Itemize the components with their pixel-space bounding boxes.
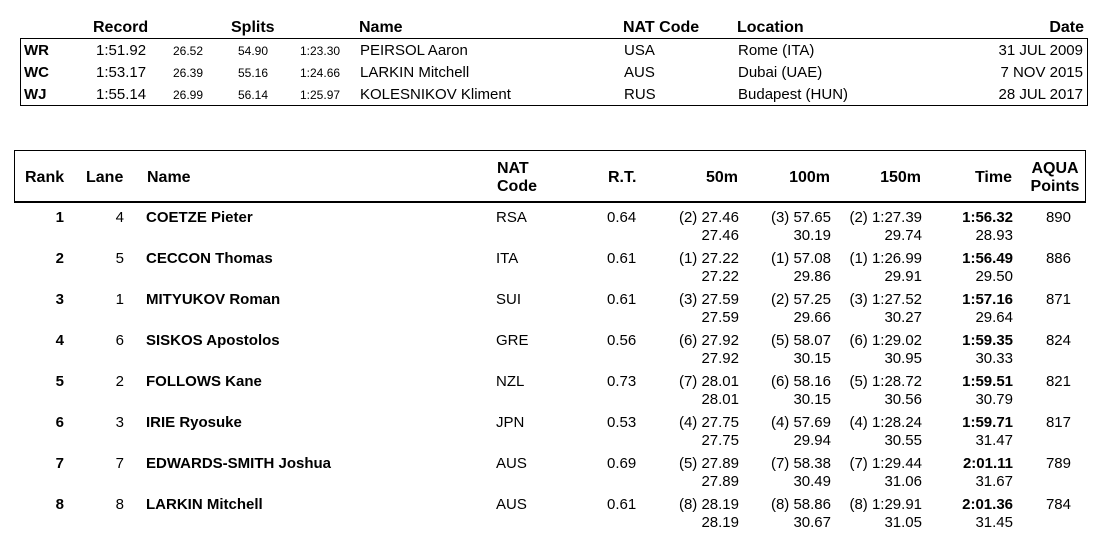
record-split-50: 26.52 xyxy=(173,44,204,58)
rank: 4 xyxy=(55,332,64,349)
records-header xyxy=(20,18,1088,38)
reaction-time: 0.61 xyxy=(607,250,637,267)
reaction-time: 0.69 xyxy=(607,455,637,472)
record-split-100: 55.16 xyxy=(238,66,269,80)
header-points-line2: Points xyxy=(1030,178,1080,195)
record-time: 1:51.92 xyxy=(96,42,147,59)
rank: 3 xyxy=(55,291,64,308)
rank: 1 xyxy=(55,209,64,226)
rank: 5 xyxy=(55,373,64,390)
reaction-time: 0.56 xyxy=(607,332,637,349)
header-time: Time xyxy=(974,169,1012,186)
record-split-100: 54.90 xyxy=(238,44,269,58)
record-date: 28 JUL 2017 xyxy=(998,86,1083,103)
final-time: 2:01.11 xyxy=(962,455,1013,472)
split-50-lap: 27.59 xyxy=(701,309,739,326)
athlete-name: IRIE Ryosuke xyxy=(146,414,242,431)
aqua-points: 784 xyxy=(1045,496,1071,513)
records-body xyxy=(20,38,1088,106)
header-50m: 50m xyxy=(705,169,738,186)
rank: 7 xyxy=(55,455,64,472)
header-location: Location xyxy=(737,19,804,36)
table-row xyxy=(14,203,1086,244)
split-150-lap: 30.95 xyxy=(884,350,922,367)
split-100-cumulative: (8) 58.86 xyxy=(770,496,831,513)
reaction-time: 0.61 xyxy=(607,291,637,308)
final-time: 1:59.35 xyxy=(962,332,1013,349)
split-50-lap: 28.01 xyxy=(701,391,739,408)
split-100-cumulative: (6) 58.16 xyxy=(770,373,831,390)
header-150m: 150m xyxy=(880,169,921,186)
record-code: WJ xyxy=(24,86,47,103)
records-table xyxy=(20,18,1088,103)
aqua-points: 817 xyxy=(1045,414,1071,431)
aqua-points: 871 xyxy=(1045,291,1071,308)
final-time: 1:59.71 xyxy=(962,414,1013,431)
athlete-name: LARKIN Mitchell xyxy=(146,496,263,513)
record-row-wc xyxy=(21,61,1087,83)
final-time: 2:01.36 xyxy=(962,496,1013,513)
split-100-lap: 30.19 xyxy=(793,227,831,244)
record-split-150: 1:23.30 xyxy=(300,44,341,58)
final-lap: 31.67 xyxy=(975,473,1013,490)
split-100-lap: 30.15 xyxy=(793,350,831,367)
lane: 2 xyxy=(115,373,124,390)
split-150-lap: 30.56 xyxy=(884,391,922,408)
header-reaction-time: R.T. xyxy=(608,169,637,186)
split-100-cumulative: (7) 58.38 xyxy=(770,455,831,472)
reaction-time: 0.61 xyxy=(607,496,637,513)
record-row-wr xyxy=(21,39,1087,61)
split-150-cumulative: (8) 1:29.91 xyxy=(849,496,922,513)
final-lap: 29.50 xyxy=(975,268,1013,285)
final-lap: 30.79 xyxy=(975,391,1013,408)
nat-code: AUS xyxy=(496,455,527,472)
split-50-cumulative: (5) 27.89 xyxy=(678,455,739,472)
split-100-cumulative: (3) 57.65 xyxy=(770,209,831,226)
table-row xyxy=(14,326,1086,367)
split-150-cumulative: (6) 1:29.02 xyxy=(849,332,922,349)
final-time: 1:56.49 xyxy=(962,250,1013,267)
final-time: 1:57.16 xyxy=(962,291,1013,308)
nat-code: AUS xyxy=(496,496,527,513)
split-50-cumulative: (6) 27.92 xyxy=(678,332,739,349)
record-split-50: 26.39 xyxy=(173,66,204,80)
split-100-cumulative: (5) 58.07 xyxy=(770,332,831,349)
record-date: 7 NOV 2015 xyxy=(1000,64,1083,81)
results-header xyxy=(14,150,1086,203)
header-name: Name xyxy=(147,169,191,186)
split-100-lap: 30.15 xyxy=(793,391,831,408)
athlete-name: MITYUKOV Roman xyxy=(146,291,281,308)
table-row xyxy=(14,408,1086,449)
split-50-lap: 27.89 xyxy=(701,473,739,490)
record-date: 31 JUL 2009 xyxy=(998,42,1083,59)
record-name: LARKIN Mitchell xyxy=(360,64,470,81)
split-150-lap: 31.05 xyxy=(884,514,922,531)
final-lap: 31.45 xyxy=(975,514,1013,531)
header-lane: Lane xyxy=(86,169,124,186)
record-row-wj xyxy=(21,83,1087,105)
split-100-cumulative: (4) 57.69 xyxy=(770,414,831,431)
split-100-lap: 30.67 xyxy=(793,514,831,531)
lane: 1 xyxy=(115,291,124,308)
aqua-points: 821 xyxy=(1045,373,1071,390)
results-table xyxy=(14,150,1086,531)
split-50-cumulative: (7) 28.01 xyxy=(678,373,739,390)
lane: 5 xyxy=(115,250,124,267)
table-row xyxy=(14,367,1086,408)
record-location: Rome (ITA) xyxy=(738,42,815,59)
athlete-name: SISKOS Apostolos xyxy=(146,332,280,349)
lane: 8 xyxy=(115,496,124,513)
record-split-150: 1:25.97 xyxy=(300,88,341,102)
split-50-cumulative: (2) 27.46 xyxy=(678,209,739,226)
lane: 7 xyxy=(115,455,124,472)
header-record: Record xyxy=(93,19,149,36)
split-150-cumulative: (5) 1:28.72 xyxy=(849,373,922,390)
split-150-lap: 31.06 xyxy=(884,473,922,490)
record-split-100: 56.14 xyxy=(238,88,269,102)
split-100-lap: 29.66 xyxy=(793,309,831,326)
record-location: Dubai (UAE) xyxy=(738,64,823,81)
split-50-cumulative: (4) 27.75 xyxy=(678,414,739,431)
table-row xyxy=(14,285,1086,326)
header-nat-code: NAT Code xyxy=(623,19,700,36)
split-150-lap: 30.27 xyxy=(884,309,922,326)
split-100-cumulative: (2) 57.25 xyxy=(770,291,831,308)
record-time: 1:55.14 xyxy=(96,86,147,103)
split-50-lap: 27.46 xyxy=(701,227,739,244)
split-100-lap: 29.86 xyxy=(793,268,831,285)
record-location: Budapest (HUN) xyxy=(738,86,849,103)
split-150-lap: 29.74 xyxy=(884,227,922,244)
record-code: WR xyxy=(24,42,49,59)
nat-code: JPN xyxy=(496,414,525,431)
record-nat: RUS xyxy=(624,86,656,103)
header-nat-line2: Code xyxy=(497,178,537,195)
header-100m: 100m xyxy=(789,169,830,186)
reaction-time: 0.53 xyxy=(607,414,637,431)
header-rank: Rank xyxy=(25,169,65,186)
final-lap: 28.93 xyxy=(975,227,1013,244)
nat-code: RSA xyxy=(496,209,527,226)
header-points-line1: AQUA xyxy=(1031,160,1079,177)
aqua-points: 824 xyxy=(1045,332,1071,349)
header-nat-line1: NAT xyxy=(497,160,529,177)
split-150-cumulative: (1) 1:26.99 xyxy=(849,250,922,267)
header-date: Date xyxy=(1049,19,1084,36)
record-code: WC xyxy=(24,64,49,81)
aqua-points: 886 xyxy=(1045,250,1071,267)
record-nat: AUS xyxy=(624,64,655,81)
split-50-lap: 27.75 xyxy=(701,432,739,449)
reaction-time: 0.73 xyxy=(607,373,637,390)
record-nat: USA xyxy=(624,42,655,59)
final-time: 1:59.51 xyxy=(962,373,1013,390)
aqua-points: 789 xyxy=(1045,455,1071,472)
split-100-lap: 29.94 xyxy=(793,432,831,449)
split-100-lap: 30.49 xyxy=(793,473,831,490)
lane: 6 xyxy=(115,332,124,349)
record-name: PEIRSOL Aaron xyxy=(360,42,468,59)
split-50-lap: 27.92 xyxy=(701,350,739,367)
split-50-cumulative: (3) 27.59 xyxy=(678,291,739,308)
rank: 6 xyxy=(55,414,64,431)
split-150-lap: 29.91 xyxy=(884,268,922,285)
nat-code: ITA xyxy=(496,250,519,267)
split-150-cumulative: (2) 1:27.39 xyxy=(849,209,922,226)
results-body xyxy=(14,203,1086,531)
table-row xyxy=(14,490,1086,531)
record-name: KOLESNIKOV Kliment xyxy=(360,86,511,103)
split-150-cumulative: (7) 1:29.44 xyxy=(849,455,922,472)
split-50-lap: 27.22 xyxy=(701,268,739,285)
record-split-150: 1:24.66 xyxy=(300,66,341,80)
table-row xyxy=(14,449,1086,490)
rank: 8 xyxy=(55,496,64,513)
header-name: Name xyxy=(359,19,403,36)
rank: 2 xyxy=(55,250,64,267)
final-lap: 31.47 xyxy=(975,432,1013,449)
reaction-time: 0.64 xyxy=(607,209,637,226)
aqua-points: 890 xyxy=(1045,209,1071,226)
split-150-cumulative: (3) 1:27.52 xyxy=(849,291,922,308)
lane: 3 xyxy=(115,414,124,431)
nat-code: NZL xyxy=(496,373,525,390)
split-100-cumulative: (1) 57.08 xyxy=(770,250,831,267)
lane: 4 xyxy=(115,209,124,226)
header-splits: Splits xyxy=(231,19,275,36)
nat-code: GRE xyxy=(496,332,529,349)
final-time: 1:56.32 xyxy=(962,209,1013,226)
athlete-name: COETZE Pieter xyxy=(146,209,253,226)
athlete-name: EDWARDS-SMITH Joshua xyxy=(146,455,332,472)
split-50-cumulative: (8) 28.19 xyxy=(678,496,739,513)
record-split-50: 26.99 xyxy=(173,88,204,102)
split-150-cumulative: (4) 1:28.24 xyxy=(849,414,922,431)
final-lap: 29.64 xyxy=(975,309,1013,326)
final-lap: 30.33 xyxy=(975,350,1013,367)
record-time: 1:53.17 xyxy=(96,64,147,81)
table-row xyxy=(14,244,1086,285)
nat-code: SUI xyxy=(496,291,522,308)
athlete-name: CECCON Thomas xyxy=(146,250,273,267)
split-50-cumulative: (1) 27.22 xyxy=(678,250,739,267)
athlete-name: FOLLOWS Kane xyxy=(146,373,262,390)
split-150-lap: 30.55 xyxy=(884,432,922,449)
split-50-lap: 28.19 xyxy=(701,514,739,531)
